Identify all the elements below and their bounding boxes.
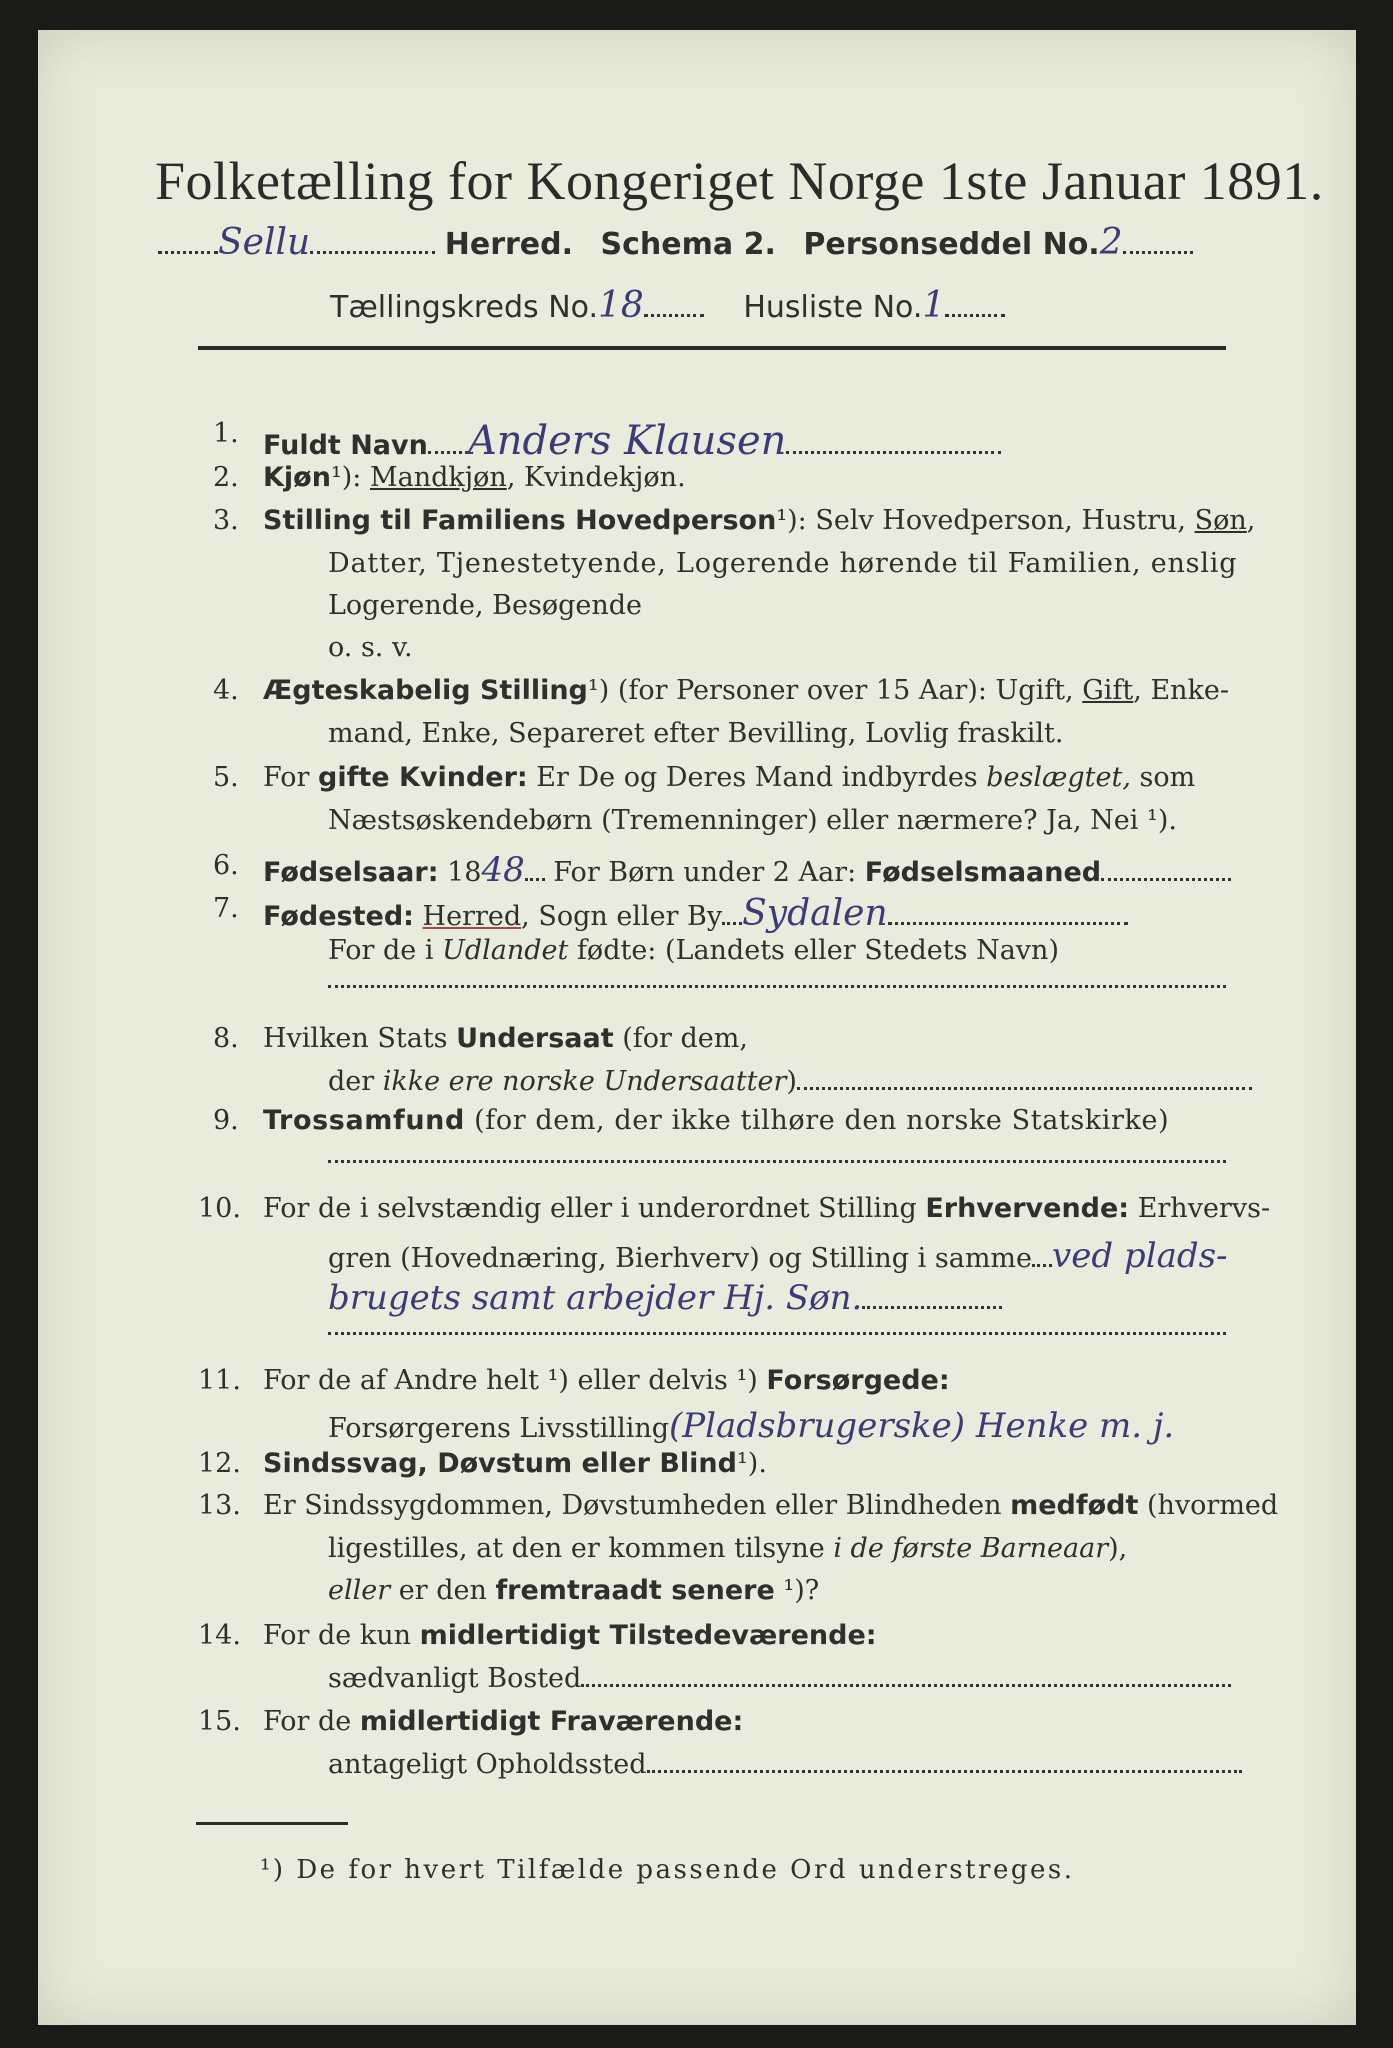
q3-line3: Logerende, Besøgende <box>328 590 642 621</box>
herred-line <box>158 222 1193 263</box>
q8-text-a: Hvilken Stats <box>263 1023 457 1054</box>
q13-number: 13. <box>198 1490 241 1521</box>
q7-option-herred: Herred <box>422 901 522 932</box>
q13-line3-a: er den <box>390 1575 496 1606</box>
q13-line2-italic: i de første Barneaar <box>833 1533 1109 1564</box>
q15-row <box>263 1706 743 1737</box>
q5-row <box>263 762 1195 793</box>
q3-line2: Datter, Tjenestetyende, Logerende hørende til Familien, enslig <box>328 548 1238 579</box>
q5-text: Er De og Deres Mand indbyrdes <box>527 762 987 793</box>
q6-number: 6. <box>213 850 239 881</box>
q1-row <box>263 418 1001 464</box>
q10-answer-1: ved plads- <box>1052 1236 1228 1276</box>
q4-text: (for Personer over 15 Aar): Ugift, <box>609 675 1083 706</box>
q7-answer: Sydalen <box>742 893 888 934</box>
q5-label: gifte Kvinder: <box>318 762 528 793</box>
q2-option-mandkjon: Mandkjøn <box>370 462 507 493</box>
q3-label: Stilling til Familiens Hovedperson <box>263 505 777 536</box>
q8-label: Undersaat <box>456 1023 614 1054</box>
q5-beslaegtet: beslægtet, <box>986 762 1131 793</box>
q7-row <box>263 893 1128 934</box>
q7-number: 7. <box>213 893 239 924</box>
q3-option-son: Søn <box>1194 505 1247 536</box>
q13-line2-a: ligestilles, at den er kommen tilsyne <box>328 1533 834 1564</box>
q10-text-a: For de i selvstændig eller i underordnet Stilling <box>263 1193 926 1224</box>
q3-comma: , <box>1246 505 1256 536</box>
q15-pre: For de <box>263 1706 360 1737</box>
footnote: ¹) De for hvert Tilfælde passende Ord understreges. <box>260 1855 1075 1885</box>
q8-number: 8. <box>213 1023 239 1054</box>
q7-line2 <box>328 935 1059 966</box>
q6-mid: For Børn under 2 Aar: <box>544 857 865 888</box>
q3-footnote-mark: ¹): <box>776 505 807 536</box>
q6-row <box>263 850 1231 890</box>
q2-number: 2. <box>213 462 239 493</box>
q7-label: Fødested: <box>263 901 414 932</box>
q15-number: 15. <box>198 1706 241 1737</box>
q9-blank-line <box>328 1160 1226 1163</box>
q12-label: Sindssvag, Døvstum eller Blind <box>263 1448 737 1479</box>
q13-line2-b: ), <box>1108 1533 1128 1564</box>
q3-line4: o. s. v. <box>328 632 413 663</box>
q8-text-b: (for dem, <box>613 1023 748 1054</box>
footnote-divider <box>196 1822 348 1825</box>
q10-answer-2: brugets samt arbejder Hj. Søn. <box>328 1278 863 1318</box>
q9-number: 9. <box>213 1105 239 1136</box>
q6-year: 48 <box>481 850 525 890</box>
q5-text-end: som <box>1130 762 1196 793</box>
husliste-label: Husliste No. <box>743 290 923 325</box>
q12-row <box>263 1448 767 1479</box>
q3-text: Selv Hovedperson, Hustru, <box>806 505 1195 536</box>
q14-pre: For de kun <box>263 1620 420 1651</box>
q10-row <box>263 1193 1270 1224</box>
q14-line2-text: sædvanligt Bosted <box>328 1663 582 1694</box>
q4-option-gift: Gift <box>1082 675 1134 706</box>
q13-line2 <box>328 1533 1127 1564</box>
personseddel-value: 2 <box>1099 222 1123 263</box>
q8-row <box>263 1023 748 1054</box>
q13-line3-bold: fremtraadt senere <box>495 1575 775 1606</box>
q5-line2: Næstsøskendebørn (Tremenninger) eller nærmere? Ja, Nei ¹). <box>328 805 1177 836</box>
q9-label: Trossamfund <box>263 1105 465 1136</box>
q13-label: medfødt <box>1010 1490 1139 1521</box>
form-title: Folketælling for Kongeriget Norge 1ste Januar 1891. <box>155 151 1324 211</box>
q13-row <box>263 1490 1278 1521</box>
q7-line2-b: fødte: (Landets eller Stedets Navn) <box>568 935 1059 966</box>
q11-line2-text: Forsørgerens Livsstilling <box>328 1413 670 1444</box>
q1-number: 1. <box>213 418 239 449</box>
q13-text-b: (hvormed <box>1138 1490 1279 1521</box>
q7-blank-line <box>328 985 1226 988</box>
q11-answer: (Pladsbrugerske) Henke m. j. <box>669 1406 1175 1446</box>
q1-label: Fuldt Navn <box>263 430 428 461</box>
q10-line2-text: gren (Hovednæring, Bierhverv) og Stilling i samme <box>328 1243 1033 1274</box>
husliste-value: 1 <box>922 285 946 326</box>
q11-text: For de af Andre helt ¹) eller delvis ¹) <box>263 1365 767 1396</box>
q4-footnote-mark: ¹) <box>587 675 610 706</box>
q6-label: Fødselsaar: <box>263 857 439 888</box>
q14-label: midlertidigt Tilstedeværende: <box>419 1620 877 1651</box>
header-divider <box>198 346 1226 350</box>
q4-row <box>263 675 1229 706</box>
personseddel-label: Personseddel No. <box>803 227 1100 262</box>
q9-text: (for dem, der ikke tilhøre den norske Statskirke) <box>464 1105 1170 1136</box>
q11-label: Forsørgede: <box>766 1365 950 1396</box>
q4-text-end: , Enke- <box>1133 675 1230 706</box>
q14-number: 14. <box>198 1620 241 1651</box>
q4-label: Ægteskabelig Stilling <box>263 675 588 706</box>
q5-pre: For <box>263 762 319 793</box>
q9-row <box>263 1105 1169 1136</box>
q10-text-b: Erhvervs- <box>1129 1193 1271 1224</box>
q10-blank-line <box>328 1332 1226 1335</box>
q6-label2: Fødselsmaaned <box>864 857 1102 888</box>
q4-number: 4. <box>213 675 239 706</box>
q8-line2-a: der <box>328 1066 383 1097</box>
kreds-label: Tællingskreds No. <box>330 290 598 325</box>
q2-row <box>263 462 686 493</box>
schema-label: Schema 2. <box>600 227 776 262</box>
q12-footnote-mark: ¹). <box>736 1448 767 1479</box>
q13-line3 <box>328 1575 819 1606</box>
q10-line3 <box>328 1278 1002 1318</box>
q15-label: midlertidigt Fraværende: <box>359 1706 744 1737</box>
kreds-line <box>330 285 1005 326</box>
q10-number: 10. <box>198 1193 241 1224</box>
q11-line2 <box>328 1406 1174 1446</box>
q8-line2-italic: ikke ere norske Undersaatter <box>382 1066 787 1097</box>
q15-line2-text: antageligt Opholdssted <box>328 1749 647 1780</box>
q2-rest: , Kvindekjøn. <box>506 462 686 493</box>
herred-value: Sellu <box>218 222 311 263</box>
kreds-value: 18 <box>598 285 644 326</box>
q3-number: 3. <box>213 505 239 536</box>
q3-row <box>263 505 1255 536</box>
q4-line2: mand, Enke, Separeret efter Bevilling, Lovlig fraskilt. <box>328 718 1064 749</box>
herred-label: Herred. <box>444 227 573 262</box>
q13-text-a: Er Sindssygdommen, Døvstumheden eller Blindheden <box>263 1490 1011 1521</box>
q8-line2-b: ) <box>786 1066 797 1097</box>
q13-line3-b: ¹)? <box>774 1575 820 1606</box>
q2-footnote-mark: ¹): <box>330 462 362 493</box>
q2-label: Kjøn <box>263 462 331 493</box>
q7-line2-a: For de i <box>328 935 443 966</box>
q1-answer: Anders Klausen <box>467 418 787 464</box>
q6-prefix: 18 <box>438 857 482 888</box>
q13-line3-italic: eller <box>328 1575 391 1606</box>
q15-line2 <box>328 1749 1242 1780</box>
q11-row <box>263 1365 950 1396</box>
q11-number: 11. <box>198 1365 241 1396</box>
q7-udlandet: Udlandet <box>442 935 569 966</box>
q12-number: 12. <box>198 1448 241 1479</box>
q7-text: , Sogn eller By <box>521 901 723 932</box>
q14-line2 <box>328 1663 1231 1694</box>
q10-line2 <box>328 1236 1228 1276</box>
q14-row <box>263 1620 877 1651</box>
q10-label: Erhvervende: <box>925 1193 1130 1224</box>
q8-line2 <box>328 1066 1252 1097</box>
q5-number: 5. <box>213 762 239 793</box>
